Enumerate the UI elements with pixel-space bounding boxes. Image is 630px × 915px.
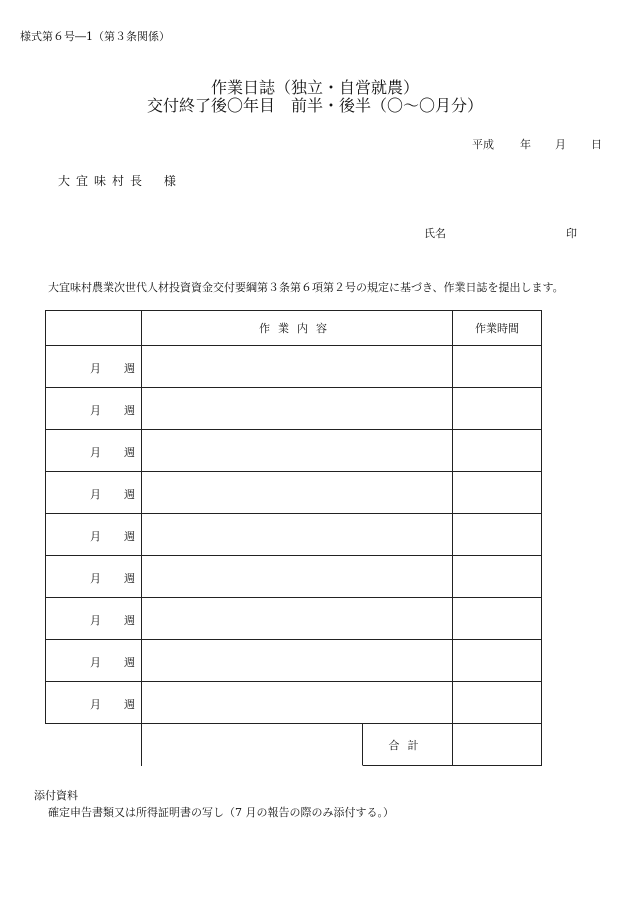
week-label: 週 (124, 530, 135, 543)
submission-statement: 大宜味村農業次世代人材投資資金交付要綱第３条第６項第２号の規定に基づき、作業日誌を提出します。 (48, 281, 564, 294)
work-time-cell[interactable] (453, 598, 542, 640)
seal-label: 印 (566, 227, 577, 240)
table-row (46, 430, 542, 472)
recipient-name: 大宜味村長 (58, 174, 149, 188)
recipient-line (58, 172, 182, 189)
total-blank-area (142, 724, 363, 766)
table-row (46, 346, 542, 388)
work-content-cell[interactable] (142, 682, 453, 724)
month-label: 月 (90, 530, 101, 543)
attachment-title: 添付資料 (34, 789, 78, 802)
work-content-cell[interactable] (142, 514, 453, 556)
work-time-cell[interactable] (453, 556, 542, 598)
work-content-cell[interactable] (142, 472, 453, 514)
week-label: 週 (124, 488, 135, 501)
work-content-cell[interactable] (142, 430, 453, 472)
total-row (46, 724, 542, 766)
period-cell (46, 388, 142, 430)
work-content-cell[interactable] (142, 346, 453, 388)
date-year: 年 (520, 138, 531, 151)
total-label: 合計 (388, 738, 427, 752)
month-label: 月 (90, 404, 101, 417)
header-content-label: 作業内容 (259, 322, 335, 335)
week-label: 週 (124, 572, 135, 585)
attachment-body: 確定申告書類又は所得証明書の写し（7 月の報告の際のみ添付する。） (48, 806, 394, 819)
table-row (46, 388, 542, 430)
week-label: 週 (124, 362, 135, 375)
total-label-wrap (142, 724, 453, 766)
table-row (46, 598, 542, 640)
work-content-cell[interactable] (142, 388, 453, 430)
work-time-cell[interactable] (453, 682, 542, 724)
total-blank-cell (46, 724, 142, 766)
name-label: 氏名 (424, 227, 446, 240)
work-content-cell[interactable] (142, 598, 453, 640)
date-month: 月 (555, 138, 566, 151)
date-day: 日 (591, 138, 602, 151)
total-label-cell (363, 724, 452, 765)
work-time-cell[interactable] (453, 472, 542, 514)
header-time-label: 作業時間 (475, 322, 519, 335)
month-label: 月 (90, 656, 101, 669)
total-time-cell[interactable] (453, 724, 542, 766)
work-time-cell[interactable] (453, 430, 542, 472)
recipient-honorific: 様 (163, 174, 182, 188)
week-label: 週 (124, 614, 135, 627)
date-era: 平成 (472, 138, 494, 151)
table-row (46, 682, 542, 724)
document-title: 作業日誌（独立・自営就農） (210, 78, 419, 97)
week-label: 週 (124, 698, 135, 711)
week-label: 週 (124, 656, 135, 669)
work-time-cell[interactable] (453, 640, 542, 682)
table-row (46, 472, 542, 514)
header-time-cell (453, 311, 542, 346)
period-cell (46, 514, 142, 556)
document-subtitle: 交付終了後〇年目 前半・後半（〇～〇月分） (146, 96, 483, 115)
period-cell (46, 598, 142, 640)
period-cell (46, 556, 142, 598)
week-label: 週 (124, 404, 135, 417)
header-period-cell (46, 311, 142, 346)
work-log-table (45, 310, 542, 766)
form-number: 様式第６号―1（第３条関係） (20, 30, 170, 43)
month-label: 月 (90, 488, 101, 501)
table-row (46, 640, 542, 682)
month-label: 月 (90, 614, 101, 627)
month-label: 月 (90, 362, 101, 375)
work-content-cell[interactable] (142, 556, 453, 598)
header-content-cell (142, 311, 453, 346)
period-cell (46, 472, 142, 514)
month-label: 月 (90, 572, 101, 585)
week-label: 週 (124, 446, 135, 459)
work-time-cell[interactable] (453, 514, 542, 556)
table-row (46, 514, 542, 556)
work-time-cell[interactable] (453, 388, 542, 430)
period-cell (46, 640, 142, 682)
work-content-cell[interactable] (142, 640, 453, 682)
month-label: 月 (90, 698, 101, 711)
work-time-cell[interactable] (453, 346, 542, 388)
period-cell (46, 346, 142, 388)
table-header-row (46, 311, 542, 346)
period-cell (46, 430, 142, 472)
month-label: 月 (90, 446, 101, 459)
period-cell (46, 682, 142, 724)
table-row (46, 556, 542, 598)
